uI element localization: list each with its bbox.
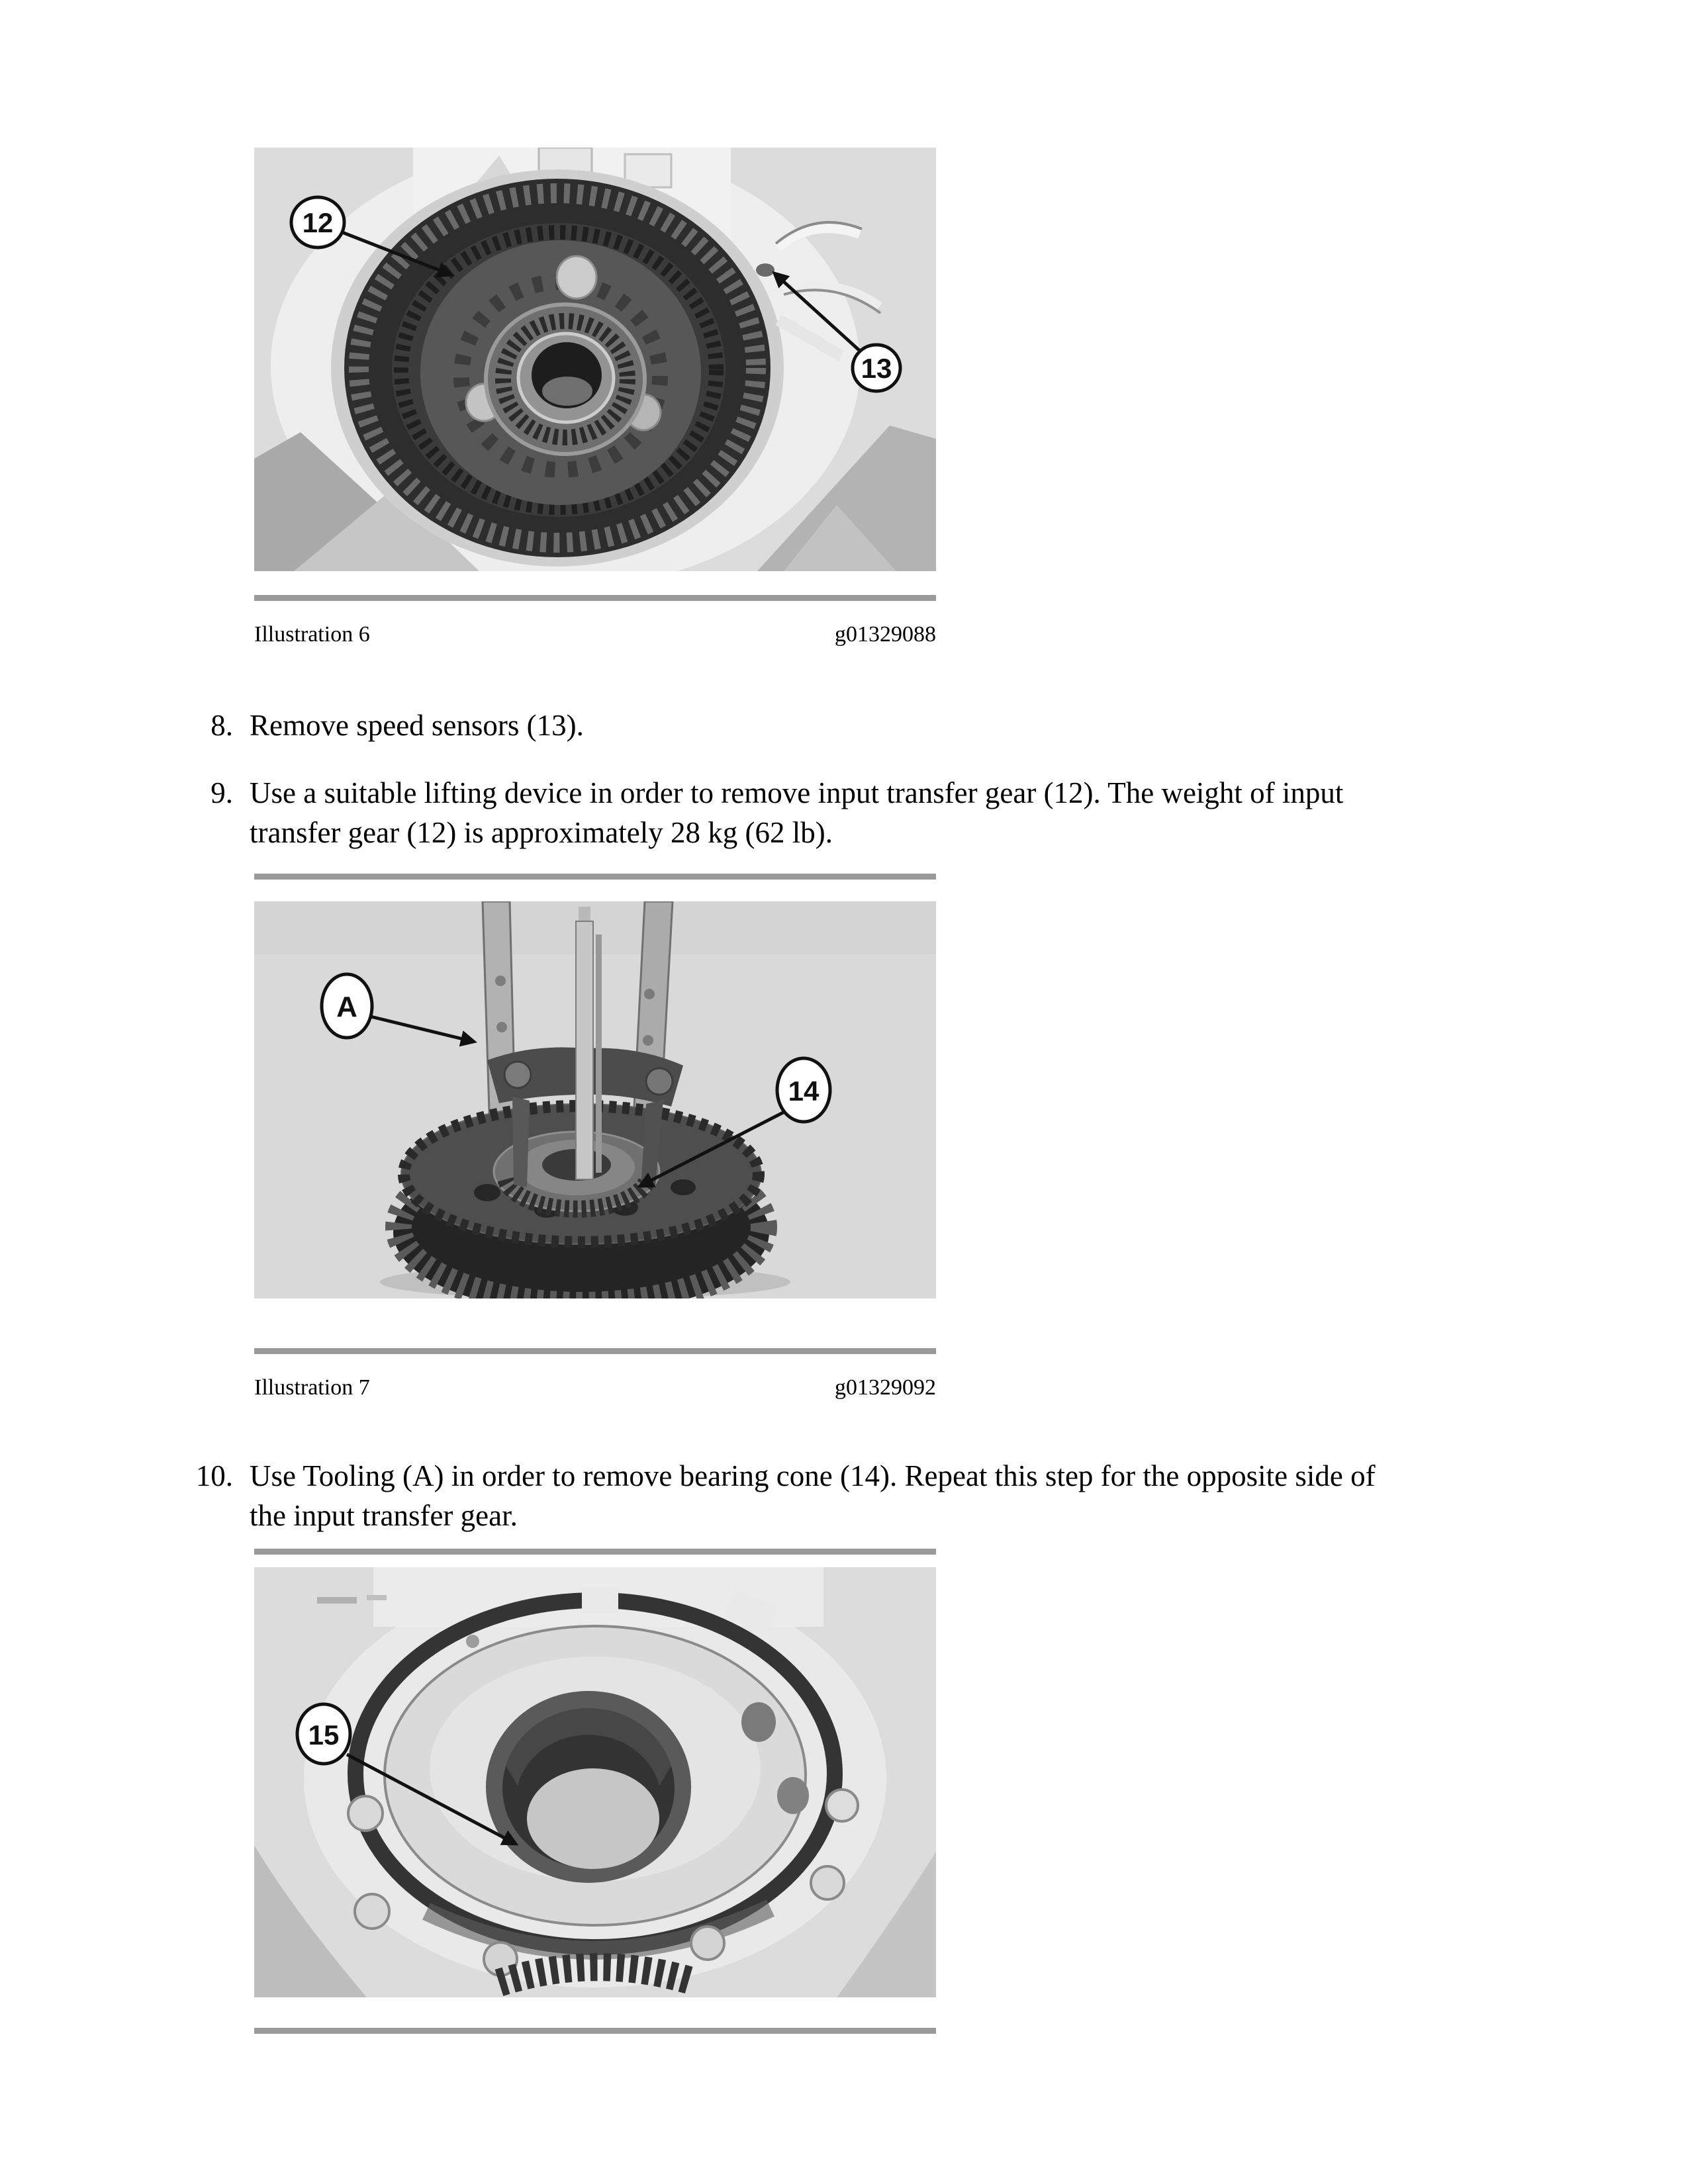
callout-15 bbox=[297, 1704, 350, 1764]
housing-bore-photo bbox=[254, 1567, 936, 1997]
figure-divider bbox=[254, 2028, 936, 2034]
step-text-line: Use Tooling (A) in order to remove bearing cone (14). Repeat this step for the opposite side of bbox=[250, 1459, 1376, 1492]
figure-divider bbox=[254, 1549, 936, 1555]
callout-a-label: A bbox=[336, 991, 357, 1023]
step-text-line: Remove speed sensors (13). bbox=[250, 709, 584, 742]
step-text bbox=[250, 1456, 1489, 1535]
callout-12 bbox=[291, 197, 344, 248]
figure-housing-bore bbox=[254, 1567, 936, 1997]
figure-illustration-7 bbox=[254, 901, 936, 1298]
callout-14-label: 14 bbox=[788, 1075, 820, 1107]
figure-caption-illustration-6 bbox=[254, 619, 936, 650]
figure-illustration-6 bbox=[254, 148, 936, 571]
gear-puller-photo bbox=[254, 901, 936, 1298]
caption-code: g01329092 bbox=[835, 1375, 936, 1400]
figure-divider bbox=[254, 874, 936, 880]
figure-divider bbox=[254, 595, 936, 601]
step-8 bbox=[159, 705, 1489, 745]
step-number: 10. bbox=[195, 1459, 233, 1492]
callout-14 bbox=[777, 1058, 830, 1122]
callout-15-label: 15 bbox=[308, 1719, 340, 1751]
callout-a bbox=[322, 974, 372, 1038]
figure-caption-illustration-7 bbox=[254, 1373, 936, 1403]
step-9 bbox=[159, 773, 1489, 852]
callout-12-label: 12 bbox=[302, 207, 334, 238]
callout-13 bbox=[853, 345, 900, 391]
input-transfer-gear bbox=[331, 169, 784, 567]
step-number: 9. bbox=[211, 776, 233, 809]
caption-label: Illustration 7 bbox=[254, 1375, 370, 1400]
step-number: 8. bbox=[211, 709, 233, 742]
caption-label: Illustration 6 bbox=[254, 622, 370, 647]
caption-code: g01329088 bbox=[835, 622, 936, 647]
callout-13-label: 13 bbox=[861, 353, 892, 384]
figure-divider bbox=[254, 1348, 936, 1354]
gear-in-housing-photo bbox=[254, 148, 936, 571]
step-text bbox=[250, 705, 1489, 745]
puller-screw bbox=[576, 907, 602, 1179]
center-bore bbox=[486, 1691, 691, 1883]
step-10 bbox=[159, 1456, 1489, 1535]
step-text bbox=[250, 773, 1489, 852]
step-text-line: the input transfer gear. bbox=[250, 1499, 518, 1532]
step-text-line: Use a suitable lifting device in order to remove input transfer gear (12). The weight of input bbox=[250, 776, 1344, 809]
step-text-line: transfer gear (12) is approximately 28 kg (62 lb). bbox=[250, 816, 833, 849]
